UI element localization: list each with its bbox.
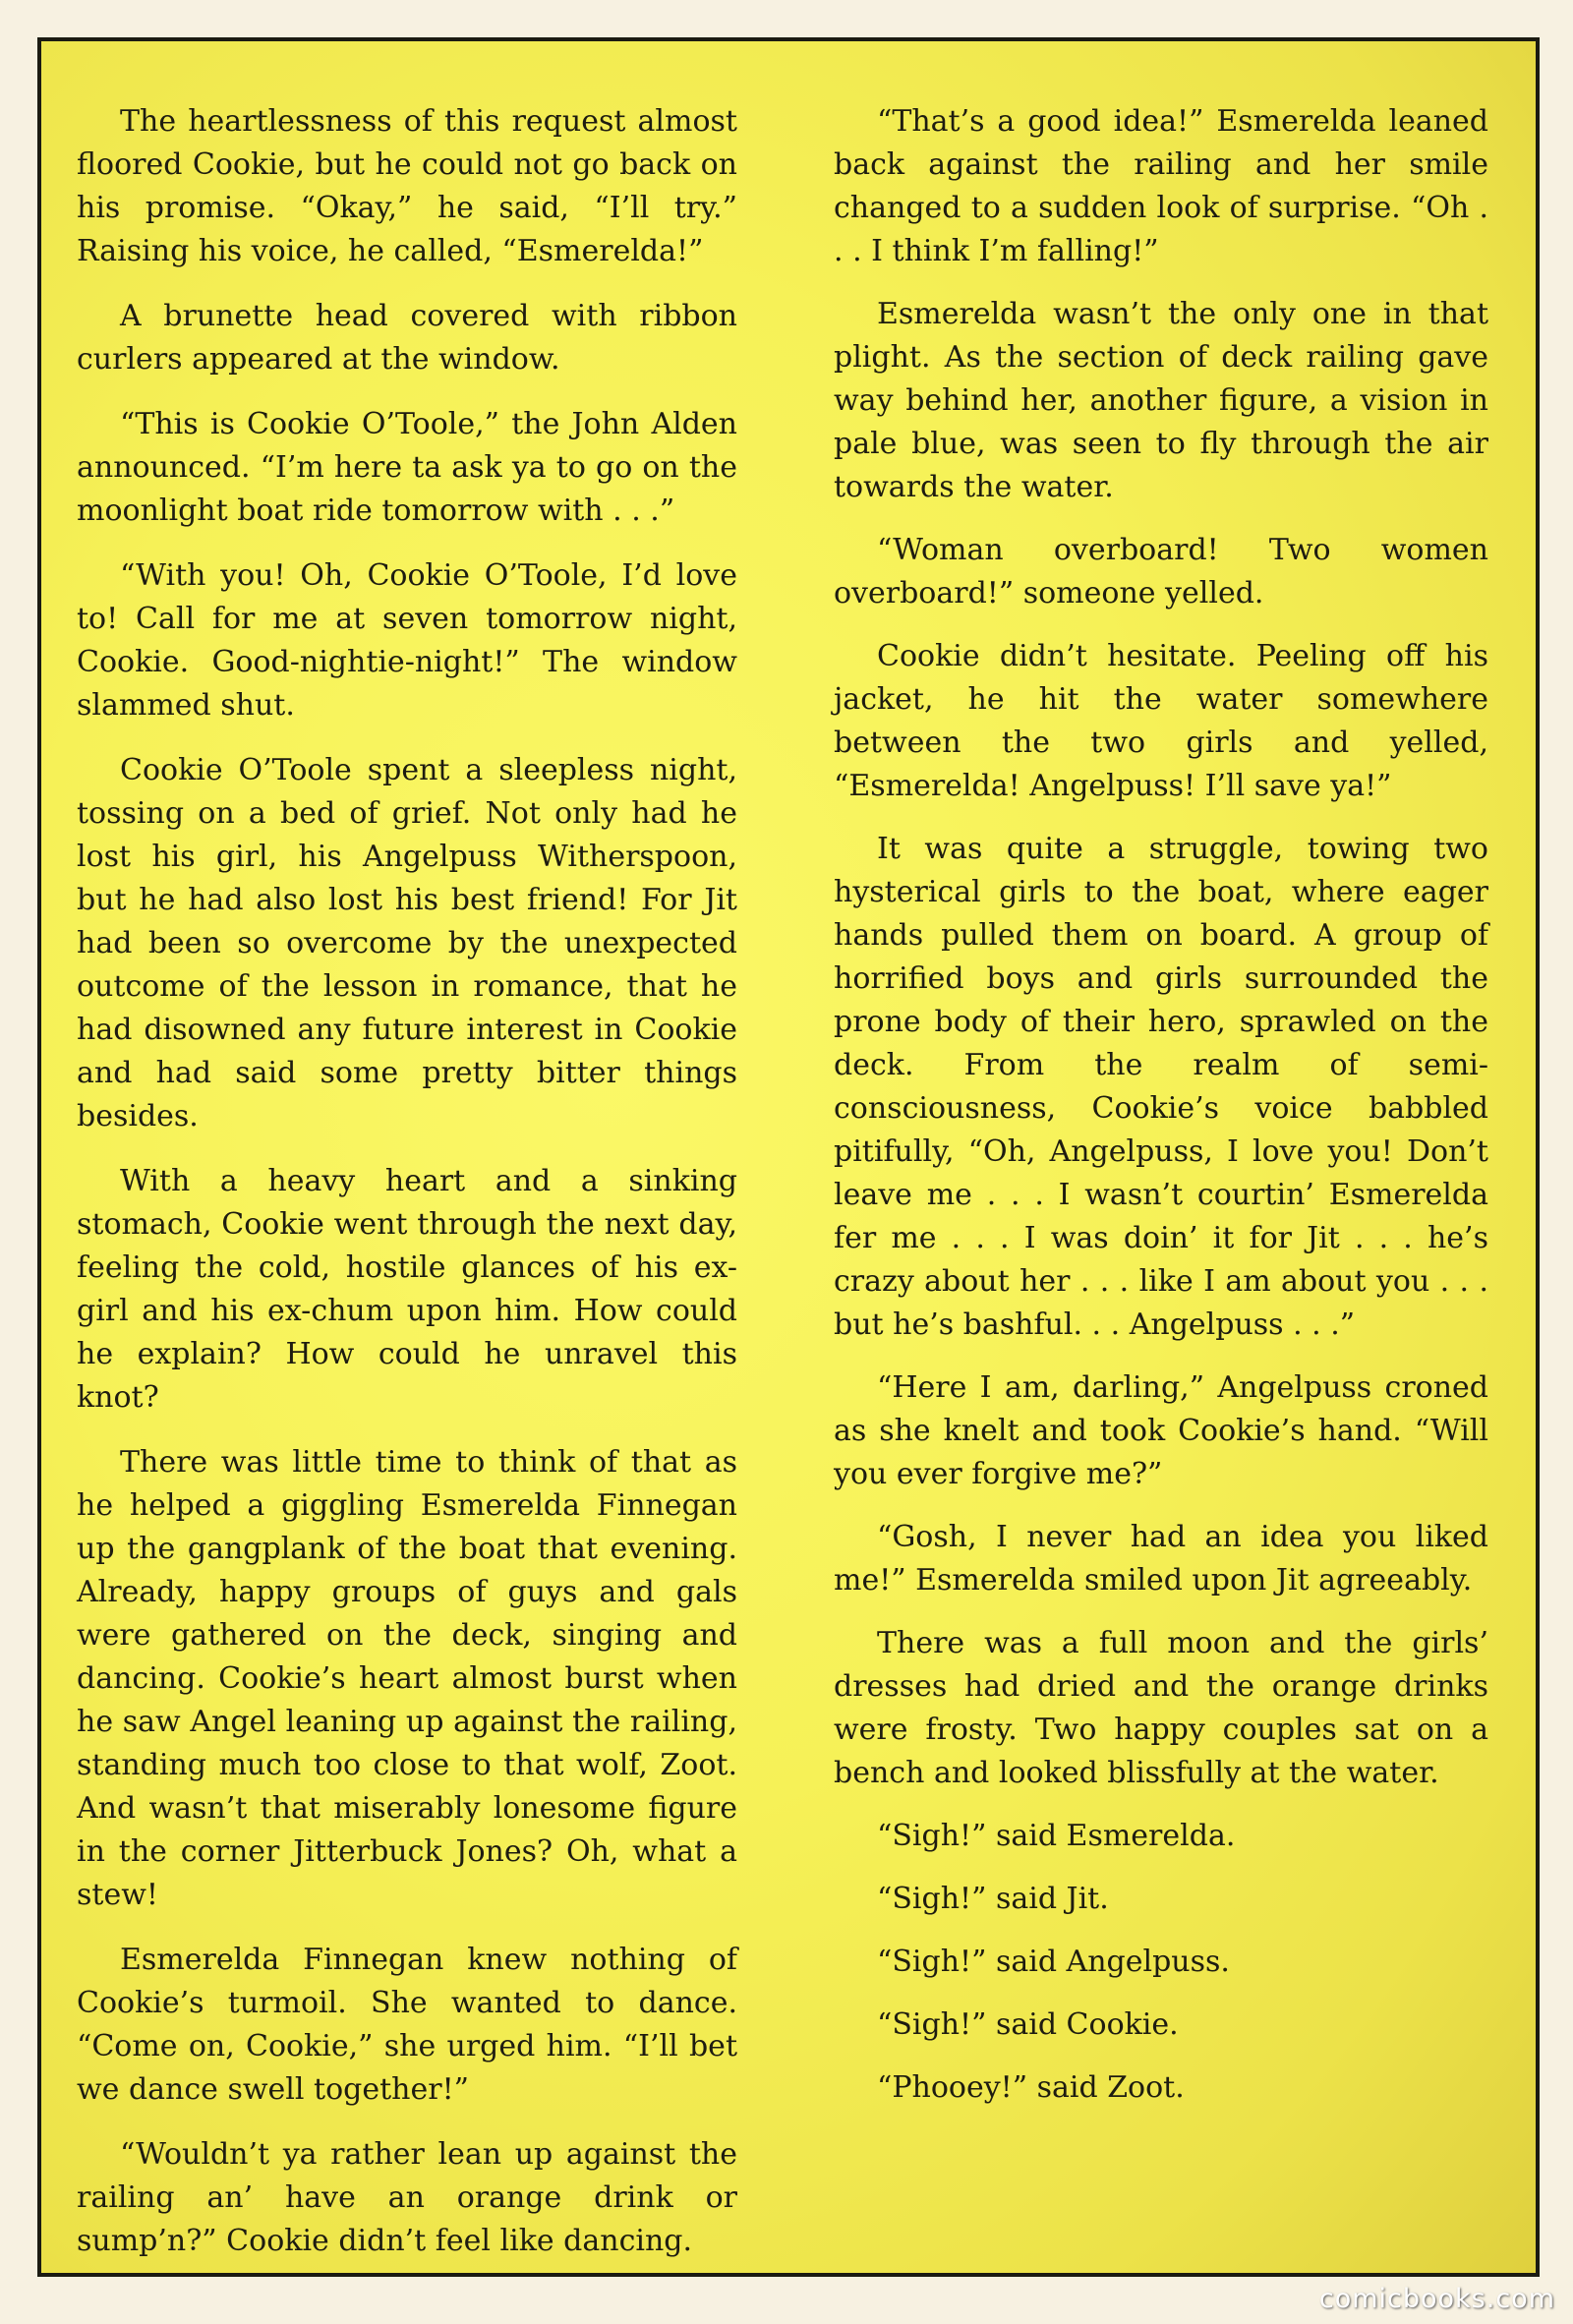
paragraph: There was a full moon and the girls’ dresses had dried and the orange drinks were frosty. Two happy couples sat on a bench and looked blissfully at the water.	[834, 1626, 1488, 1790]
paragraph: “Woman overboard! Two women overboard!” someone yelled.	[834, 533, 1488, 610]
paragraph: It was quite a struggle, towing two hysterical girls to the boat, where eager hands pulled them on board. A group of horrified boys and girls surrounded the prone body of their hero, sprawled on the deck. From the realm of semi-consciousness, Cookie’s voice babbled pitifully, “Oh, Angelpuss, I love you! Don’t leave me . . . I wasn’t courtin’ Esmerelda fer me . . . I was doin’ it for Jit . . . he’s crazy about her . . . like I am about you . . . but he’s bashful. . . Angelpuss . . .”	[834, 832, 1488, 1342]
paragraph: “Sigh!” said Cookie.	[877, 2007, 1179, 2042]
paragraph: “This is Cookie O’Toole,” the John Alden announced. “I’m here ta ask ya to go on the moonlight boat ride tomorrow with . . .”	[77, 407, 737, 528]
paragraph: Esmerelda wasn’t the only one in that plight. As the section of deck railing gave way behind her, another figure, a vision in pale blue, was seen to fly through the air towards the water.	[834, 297, 1488, 504]
left-text-column	[77, 100, 737, 2285]
paragraph: Cookie O’Toole spent a sleepless night, tossing on a bed of grief. Not only had he lost his girl, his Angelpuss Witherspoon, but he had also lost his best friend! For Jit had been so overcome by the unexpected outcome of the lesson in romance, that he had disowned any future interest in Cookie and had said some pretty bitter things besides.	[77, 753, 737, 1133]
paragraph: “With you! Oh, Cookie O’Toole, I’d love to! Call for me at seven tomorrow night, Cookie. Good-nightie-night!” The window slammed shut.	[77, 558, 737, 723]
paragraph: “Here I am, darling,” Angelpuss croned as she knelt and took Cookie’s hand. “Will you ever forgive me?”	[834, 1370, 1488, 1491]
right-text-column	[834, 100, 1488, 2129]
paragraph: “Sigh!” said Esmerelda.	[877, 1819, 1236, 1853]
site-watermark: comicbooks.com	[1318, 2284, 1555, 2314]
paragraph: “Gosh, I never had an idea you liked me!” Esmerelda smiled upon Jit agreeably.	[834, 1520, 1488, 1598]
paragraph: “Wouldn’t ya rather lean up against the railing an’ have an orange drink or sump’n?” Cookie didn’t feel like dancing.	[77, 2137, 737, 2258]
paragraph: “That’s a good idea!” Esmerelda leaned back against the railing and her smile changed to a sudden look of surprise. “Oh . . . I think I’m falling!”	[834, 104, 1488, 268]
paragraph: “Sigh!” said Jit.	[877, 1882, 1109, 1916]
paragraph: “Sigh!” said Angelpuss.	[877, 1945, 1230, 1979]
paragraph: Esmerelda Finnegan knew nothing of Cookie’s turmoil. She wanted to dance. “Come on, Cookie,” she urged him. “I’ll bet we dance swell together!”	[77, 1943, 737, 2107]
paragraph: Cookie didn’t hesitate. Peeling off his jacket, he hit the water somewhere between the two girls and yelled, “Esmerelda! Angelpuss! I’ll save ya!”	[834, 639, 1488, 803]
paragraph: “Phooey!” said Zoot.	[877, 2070, 1185, 2105]
paragraph: A brunette head covered with ribbon curlers appeared at the window.	[77, 299, 737, 377]
story-page	[37, 37, 1540, 2277]
paragraph: The heartlessness of this request almost floored Cookie, but he could not go back on his promise. “Okay,” he said, “I’ll try.” Raising his voice, he called, “Esmerelda!”	[77, 104, 737, 268]
paragraph: With a heavy heart and a sinking stomach, Cookie went through the next day, feeling the cold, hostile glances of his ex-girl and his ex-chum upon him. How could he explain? How could he unravel this knot?	[77, 1164, 737, 1415]
paragraph: There was little time to think of that as he helped a giggling Esmerelda Finnegan up the gangplank of the boat that evening. Already, happy groups of guys and gals were gathered on the deck, singing and dancing. Cookie’s heart almost burst when he saw Angel leaning up against the railing, standing much too close to that wolf, Zoot. And wasn’t that miserably lonesome figure in the corner Jitterbuck Jones? Oh, what a stew!	[77, 1445, 737, 1912]
